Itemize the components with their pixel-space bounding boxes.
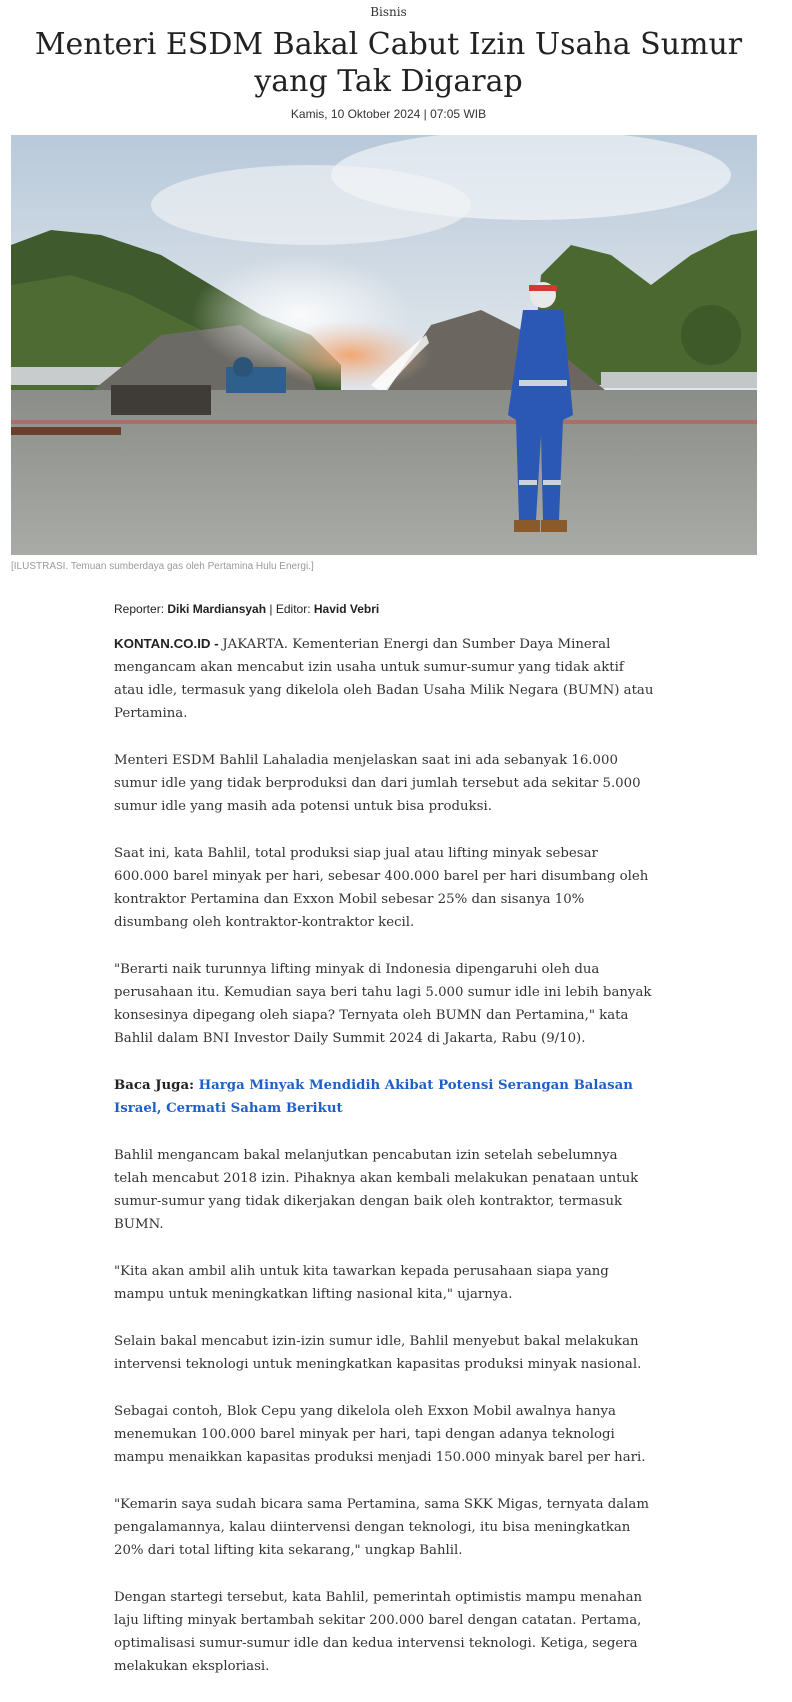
article-paragraph: Bahlil mengancam bakal melanjutkan pencabutan izin setelah sebelumnya telah mencabut 2018 izin. Pihaknya akan kembali melakukan penataan untuk sumur-sumur yang tidak dikerjakan dengan baik oleh kontraktor, termasuk BUMN. (114, 1148, 639, 1232)
article-title: Menteri ESDM Bakal Cabut Izin Usaha Sumur yang Tak Digarap (34, 27, 743, 99)
article-category[interactable]: Bisnis (370, 5, 407, 19)
hero-image (11, 135, 757, 555)
paragraph-text: JAKARTA. Kementerian Energi dan Sumber Daya Mineral mengancam akan mencabut izin usaha untuk sumur-sumur yang tidak aktif atau idle, termasuk yang dikelola oleh Badan Usaha Milik Negara (BUMN) atau Pertamina. (114, 637, 654, 721)
article-date: Kamis, 10 Oktober 2024 | 07:05 WIB (290, 107, 487, 121)
article-paragraph: Menteri ESDM Bahlil Lahaladia menjelaskan saat ini ada sebanyak 16.000 sumur idle yang tidak berproduksi dan dari jumlah tersebut ada sekitar 5.000 sumur idle yang masih ada potensi untuk bisa produksi. (114, 753, 641, 814)
article-paragraph: Dengan startegi tersebut, kata Bahlil, pemerintah optimistis mampu menahan laju lifting minyak bertambah sekitar 200.000 barel dengan catatan. Pertama, optimalisasi sumur-sumur idle dan kedua intervensi teknologi. Ketiga, segera melakukan eksploriasi. (114, 1590, 643, 1674)
image-caption: [ILUSTRASI. Temuan sumberdaya gas oleh Pertamina Hulu Energi.] (11, 561, 314, 572)
article-paragraph (114, 632, 654, 725)
byline (114, 602, 654, 616)
read-also (114, 1074, 654, 1120)
article-paragraph: "Kemarin saya sudah bicara sama Pertamina, sama SKK Migas, ternyata dalam pengalamannya, kalau diintervensi dengan teknologi, itu bisa meningkatkan 20% dari total lifting kita sekarang," ungkap Bahlil. (114, 1497, 649, 1558)
editor-label: | Editor: (266, 602, 314, 616)
article-paragraph: Sebagai contoh, Blok Cepu yang dikelola oleh Exxon Mobil awalnya hanya menemukan 100.000 barel minyak per hari, tapi dengan adanya teknologi mampu menaikkan kapasitas produksi menjadi 150.000 minyak barel per hari. (114, 1404, 646, 1465)
editor-name: Havid Vebri (313, 602, 380, 616)
article-paragraph: Saat ini, kata Bahlil, total produksi siap jual atau lifting minyak sebesar 600.000 barel minyak per hari, sebesar 400.000 barel per hari disumbang oleh kontraktor Pertamina dan Exxon Mobil sebesar 25% dan sisanya 10% disumbang oleh kontraktor-kontraktor kecil. (114, 846, 649, 930)
read-also-link[interactable]: Harga Minyak Mendidih Akibat Potensi Serangan Balasan Israel, Cermati Saham Berikut (114, 1078, 633, 1116)
source-label: KONTAN.CO.ID - (114, 636, 223, 651)
article-body (114, 632, 654, 1702)
article-paragraph: "Berarti naik turunnya lifting minyak di Indonesia dipengaruhi oleh dua perusahaan itu. Kemudian saya beri tahu lagi 5.000 sumur idle ini lebih banyak konsesinya dipegang oleh siapa? Ternyata oleh BUMN dan Pertamina," kata Bahlil dalam BNI Investor Daily Summit 2024 di Jakarta, Rabu (9/10). (114, 962, 652, 1046)
reporter-name: Diki Mardiansyah (167, 602, 267, 616)
article-paragraph: Selain bakal mencabut izin-izin sumur idle, Bahlil menyebut bakal melakukan intervensi teknologi untuk meningkatkan kapasitas produksi minyak nasional. (114, 1334, 642, 1372)
article-paragraph: "Kita akan ambil alih untuk kita tawarkan kepada perusahaan siapa yang mampu untuk meningkatkan lifting nasional kita," ujarnya. (114, 1264, 609, 1302)
read-also-label: Baca Juga: (114, 1078, 199, 1093)
reporter-label: Reporter: (114, 602, 168, 616)
